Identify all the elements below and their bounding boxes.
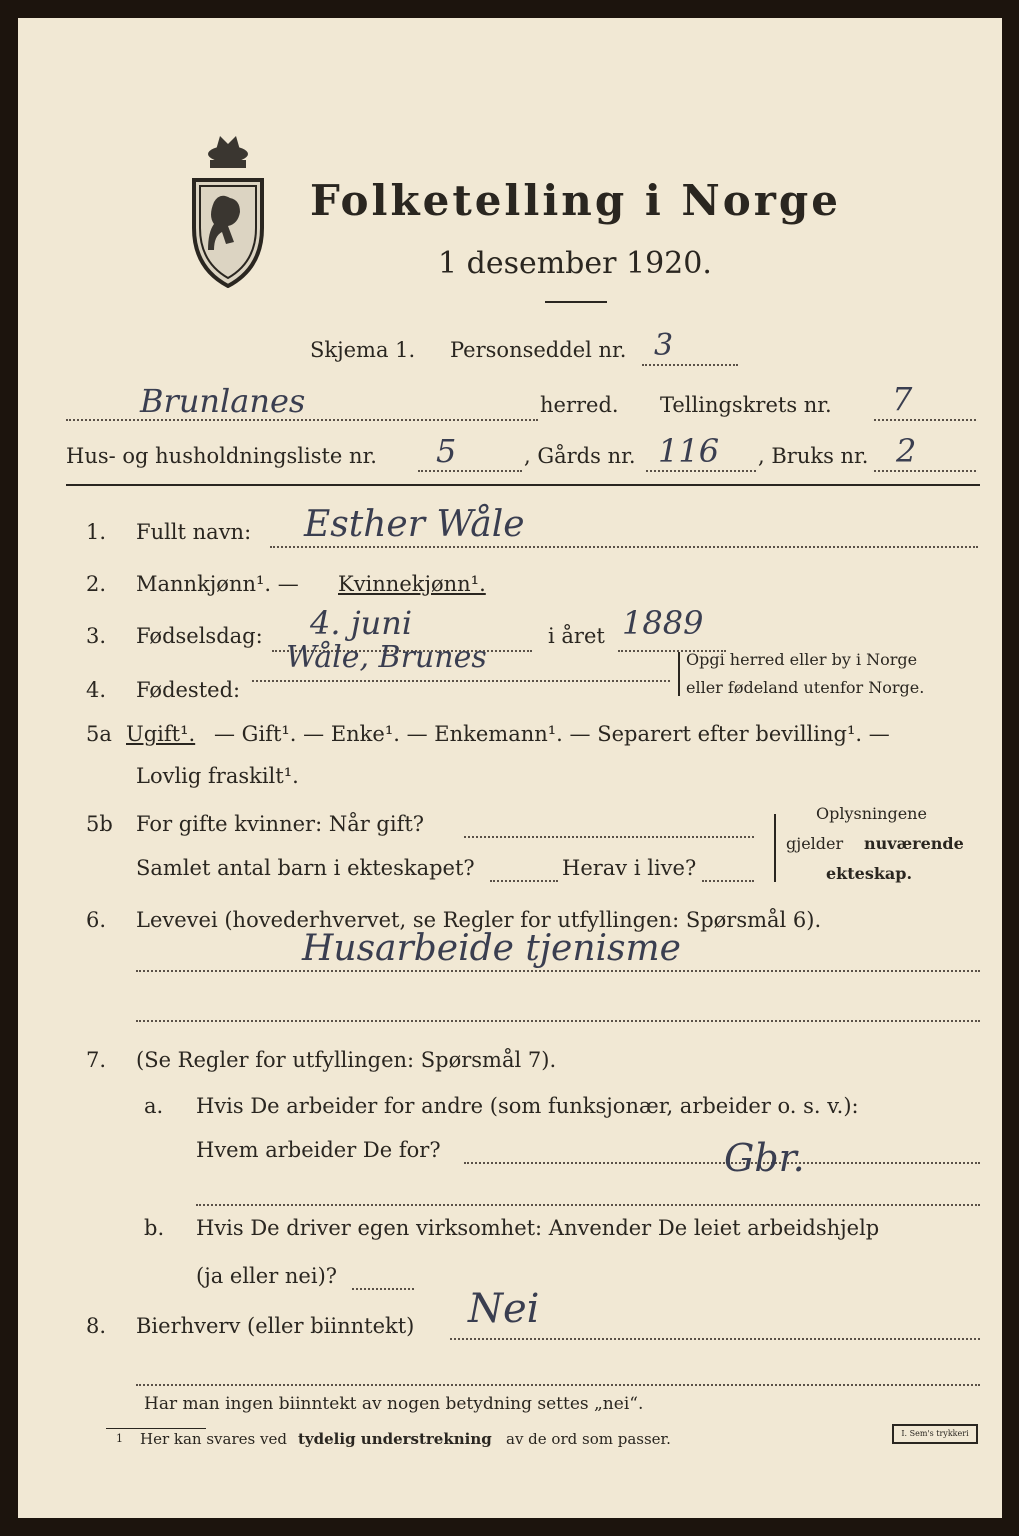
q7b-sub-label: (ja eller nei)? [196,1264,338,1288]
q6-number: 6. [86,908,107,932]
q7b-letter: b. [144,1216,165,1240]
header-divider [66,484,980,486]
q4-note-line2: eller fødeland utenfor Norge. [686,678,925,697]
husliste-label: Hus- og husholdningsliste nr. [66,444,377,468]
personseddel-value: 3 [654,328,674,363]
skjema-label: Skjema 1. [310,338,416,362]
tellingskrets-value: 7 [892,380,913,418]
q1-label: Fullt navn: [136,520,252,544]
q5a-number: 5a [86,722,112,746]
q8-secondary-income-value: Nei [468,1286,540,1332]
q5b-note-line2b: nuværende [864,834,964,853]
title-divider [545,301,607,303]
q6-label: Levevei (hovederhvervet, se Regler for utfyllingen: Spørsmål 6). [136,908,822,932]
q5b-number: 5b [86,812,113,836]
footnote-text-a: Her kan svares ved [140,1430,287,1448]
q5b-label-when-married: For gifte kvinner: Når gift? [136,812,425,836]
footnote-mark: 1 [116,1432,123,1445]
bruks-value: 2 [896,432,917,470]
q3-number: 3. [86,624,107,648]
footnote-divider [106,1428,206,1429]
form-title: Folketelling i Norge [310,176,842,225]
q5b-label-alive: Herav i live? [562,856,697,880]
q3-year-value: 1889 [622,604,704,642]
q5b-note-line1: Oplysningene [816,804,927,823]
personseddel-label: Personseddel nr. [450,338,627,362]
q2-number: 2. [86,572,107,596]
q1-number: 1. [86,520,107,544]
footer-note: Har man ingen biinntekt av nogen betydning settes „nei“. [144,1394,644,1414]
q3-label: Fødselsdag: [136,624,263,648]
q8-number: 8. [86,1314,107,1338]
gards-value: 116 [658,432,720,470]
q7a-letter: a. [144,1094,164,1118]
q2-female-underlined: Kvinnekjønn¹. [338,572,486,596]
q6-occupation-value: Husarbeide tjenisme [302,928,681,969]
tellingskrets-label: Tellingskrets nr. [660,393,832,417]
q8-label: Bierhverv (eller biinntekt) [136,1314,415,1338]
q3-year-label: i året [548,624,605,648]
q5b-label-children: Samlet antal barn i ekteskapet? [136,856,475,880]
q4-birthplace-value: Wåle, Brunes [286,640,487,675]
q1-full-name-value: Esther Wåle [304,504,525,545]
q4-label: Fødested: [136,678,241,702]
footnote-text-b: tydelig understrekning [298,1430,492,1448]
census-date: 1 desember 1920. [438,246,712,281]
census-form [18,18,1002,1518]
q3-birthday-value: 4. juni [310,604,413,642]
q7a-label: Hvis De arbeider for andre (som funksjonær, arbeider o. s. v.): [196,1094,859,1118]
q2-male: Mannkjønn¹. — [136,572,299,596]
q5a-line2: Lovlig fraskilt¹. [136,764,299,788]
herred-value: Brunlanes [140,382,306,420]
q4-number: 4. [86,678,107,702]
norwegian-coat-of-arms-icon [186,128,270,288]
q7a-employer-value: Gbr. [724,1136,805,1180]
q7-number: 7. [86,1048,107,1072]
q4-note-line1: Opgi herred eller by i Norge [686,650,918,669]
q5b-note-line2a: gjelder [786,834,844,853]
footnote-text-c: av de ord som passer. [506,1430,671,1448]
q5a-ugift-underlined: Ugift¹. [126,722,196,746]
bruks-label: , Bruks nr. [758,444,869,468]
husliste-value: 5 [436,432,457,470]
q7a-sub-label: Hvem arbeider De for? [196,1138,441,1162]
gards-label: , Gårds nr. [524,444,636,468]
printer-stamp: I. Sem's trykkeri [892,1424,978,1444]
q5a-options: — Gift¹. — Enke¹. — Enkemann¹. — Separert efter bevilling¹. — [214,722,890,746]
q5b-note-line3: ekteskap. [826,864,913,883]
herred-label: herred. [540,393,619,417]
q7-label: (Se Regler for utfyllingen: Spørsmål 7). [136,1048,557,1072]
q7b-label: Hvis De driver egen virksomhet: Anvender De leiet arbeidshjelp [196,1216,880,1240]
